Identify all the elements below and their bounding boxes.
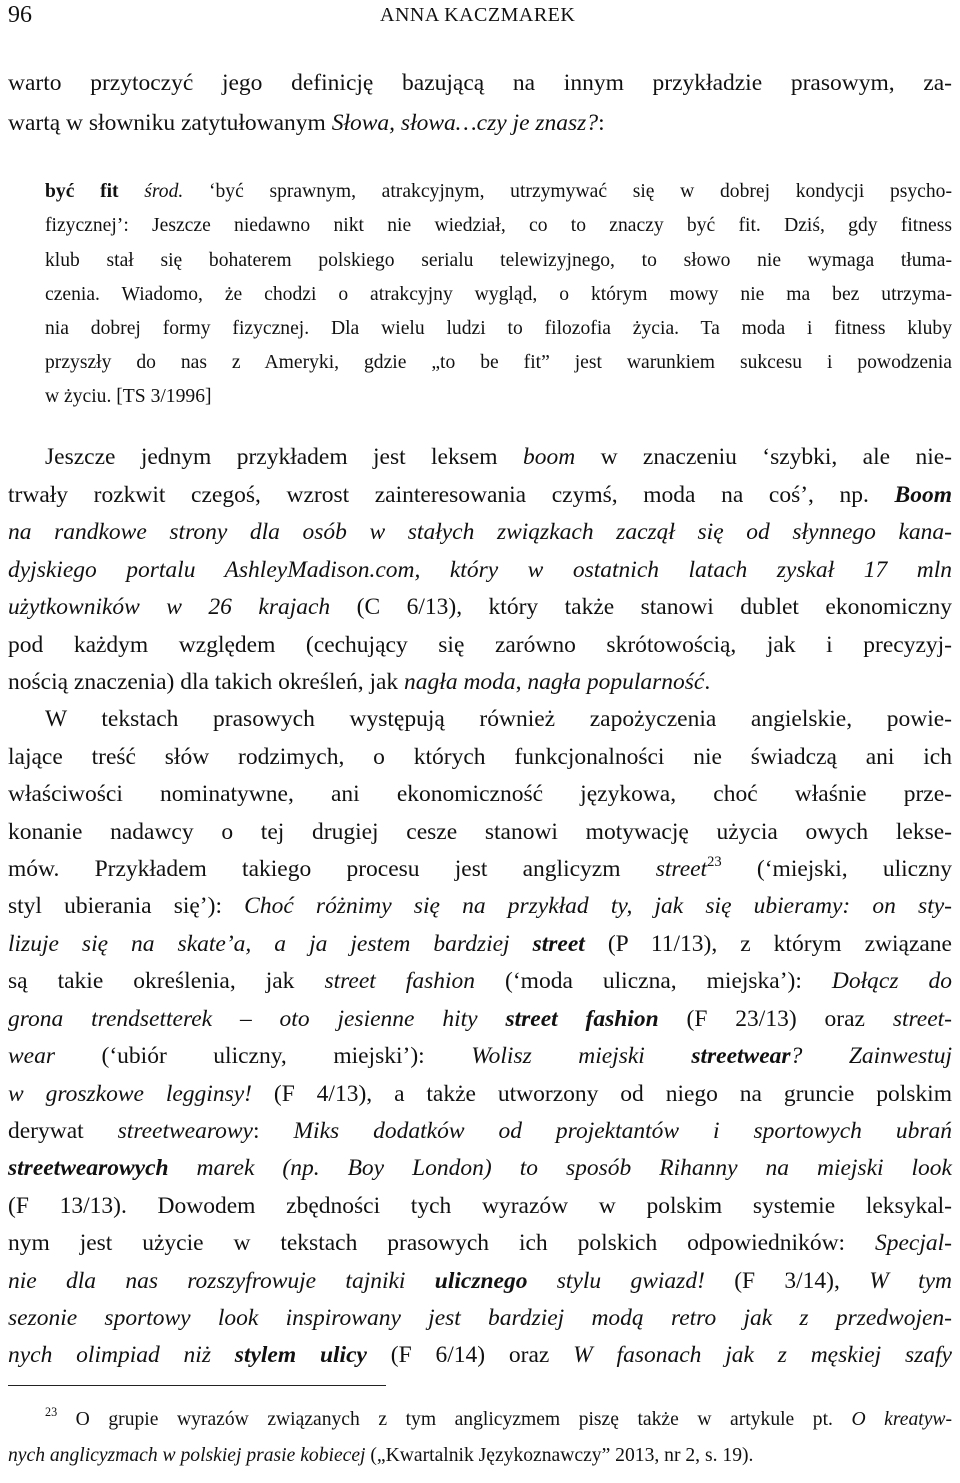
- text-line-2: być fit środ. ‘być sprawnym, atrakcyjnym, utrzymywać się w dobrej kondycji psycho-: [45, 181, 952, 202]
- text-line-20: mów. Przykładem takiego procesu jest anglicyzm street$^{23}$ (‘miejski, uliczny: [8, 853, 953, 882]
- text-line-5: czenia. Wiadomo, że chodzi o atrakcyjny wygląd, o którym mowy nie ma bez utrzyma-: [45, 284, 952, 305]
- text-line-3: fizycznej’: Jeszcze niedawno nikt nie wiedział, co to znaczy być fit. Dziś, gdy fitness: [45, 215, 952, 236]
- text-line-6: nia dobrej formy fizycznej. Dla wielu ludzi to filozofia życia. Ta moda i fitness kluby: [45, 318, 952, 339]
- text-line-15: nością znaczenia) dla takich określeń, jak nagła moda, nagła popularność.: [8, 669, 711, 695]
- running-head: ANNA KACZMAREK: [380, 4, 576, 26]
- text-line-27: derywat streetwearowy: Miks dodatków od projektantów i sportowych ubrań: [8, 1118, 953, 1144]
- text-line-22: lizuje się na skate’a, a ja jestem bardziej street (P 11/13), z którym związane: [8, 931, 952, 957]
- text-line-34: $^{23}$ O grupie wyrazów związanych z tym anglicyzmem piszę także w artykule pt. O kreatyw-: [45, 1405, 952, 1430]
- text-line-35: nych anglicyzmach w polskiej prasie kobiecej („Kwartalnik Językoznawczy” 2013, nr 2, s. 19).: [8, 1445, 754, 1466]
- footnote-rule: [8, 1385, 386, 1386]
- text-line-17: lające treść słów rodzimych, o których funkcjonalności nie świadczą ani ich: [8, 744, 952, 770]
- text-line-28: streetwearowych marek (np. Boy London) to sposób Rihanny na miejski look: [8, 1155, 952, 1181]
- text-line-16: W tekstach prasowych występują również zapożyczenia angielskie, powie-: [45, 706, 952, 732]
- text-line-33: nych olimpiad niż stylem ulicy (F 6/14) oraz W fasonach jak z męskiej szafy: [8, 1342, 952, 1368]
- text-line-23: są takie określenia, jak street fashion (‘moda uliczna, miejska’): Dołącz do: [8, 968, 953, 994]
- text-line-1: wartą w słowniku zatytułowanym Słowa, słowa…czy je znasz?:: [8, 110, 605, 136]
- text-line-14: pod każdym względem (cechujący się zarówno skrótowością, jak i precyzyj-: [8, 632, 952, 658]
- text-line-21: styl ubierania się’): Choć różnimy się na przykład ty, jak się ubieramy: on sty-: [8, 893, 952, 919]
- text-line-18: właściwości nominatywne, ani ekonomiczność językowa, choć właśnie prze-: [8, 781, 952, 807]
- text-line-29: (F 13/13). Dowodem zbędności tych wyrazów w polskim systemie leksykal-: [8, 1193, 952, 1219]
- page-number: 96: [8, 2, 32, 28]
- text-line-4: klub stał się bohaterem polskiego serialu telewizyjnego, to słowo nie wymaga tłuma-: [45, 250, 952, 271]
- text-line-30: nym jest użycie w tekstach prasowych ich polskich odpowiedników: Specjal-: [8, 1230, 952, 1256]
- text-line-11: na randkowe strony dla osób w stałych związkach zaczął się od słynnego kana-: [8, 519, 952, 545]
- text-line-10: trwały rozkwit czegoś, wzrost zainteresowania czymś, moda na coś’, np. Boom: [8, 482, 952, 508]
- text-line-25: wear (‘ubiór uliczny, miejski’): Wolisz miejski streetwear? Zainwestuj: [8, 1043, 952, 1069]
- text-line-8: w życiu. [TS 3/1996]: [45, 386, 212, 407]
- text-line-31: nie dla nas rozszyfrowuje tajniki ulicznego stylu gwiazd! (F 3/14), W tym: [8, 1268, 952, 1294]
- text-line-0: warto przytoczyć jego definicję bazującą na innym przykładzie prasowym, za-: [8, 70, 952, 96]
- text-line-9: Jeszcze jednym przykładem jest leksem boom w znaczeniu ‘szybki, ale nie-: [45, 444, 952, 470]
- text-line-24: grona trendsetterek – oto jesienne hity street fashion (F 23/13) oraz street-: [8, 1006, 952, 1032]
- text-line-12: dyjskiego portalu AshleyMadison.com, który w ostatnich latach zyskał 17 mln: [8, 557, 952, 583]
- text-line-26: w groszkowe legginsy! (F 4/13), a także utworzony od niego na gruncie polskim: [8, 1081, 952, 1107]
- text-line-7: przyszły do nas z Ameryki, gdzie „to be fit” jest warunkiem sukcesu i powodzenia: [45, 352, 952, 373]
- text-line-13: użytkowników w 26 krajach (C 6/13), który także stanowi dublet ekonomiczny: [8, 594, 952, 620]
- text-line-19: konanie nadawcy o tej drugiej cesze stanowi motywację użycia owych lekse-: [8, 819, 952, 845]
- text-line-32: sezonie sportowy look inspirowany jest bardziej modą retro jak z przedwojen-: [8, 1305, 952, 1331]
